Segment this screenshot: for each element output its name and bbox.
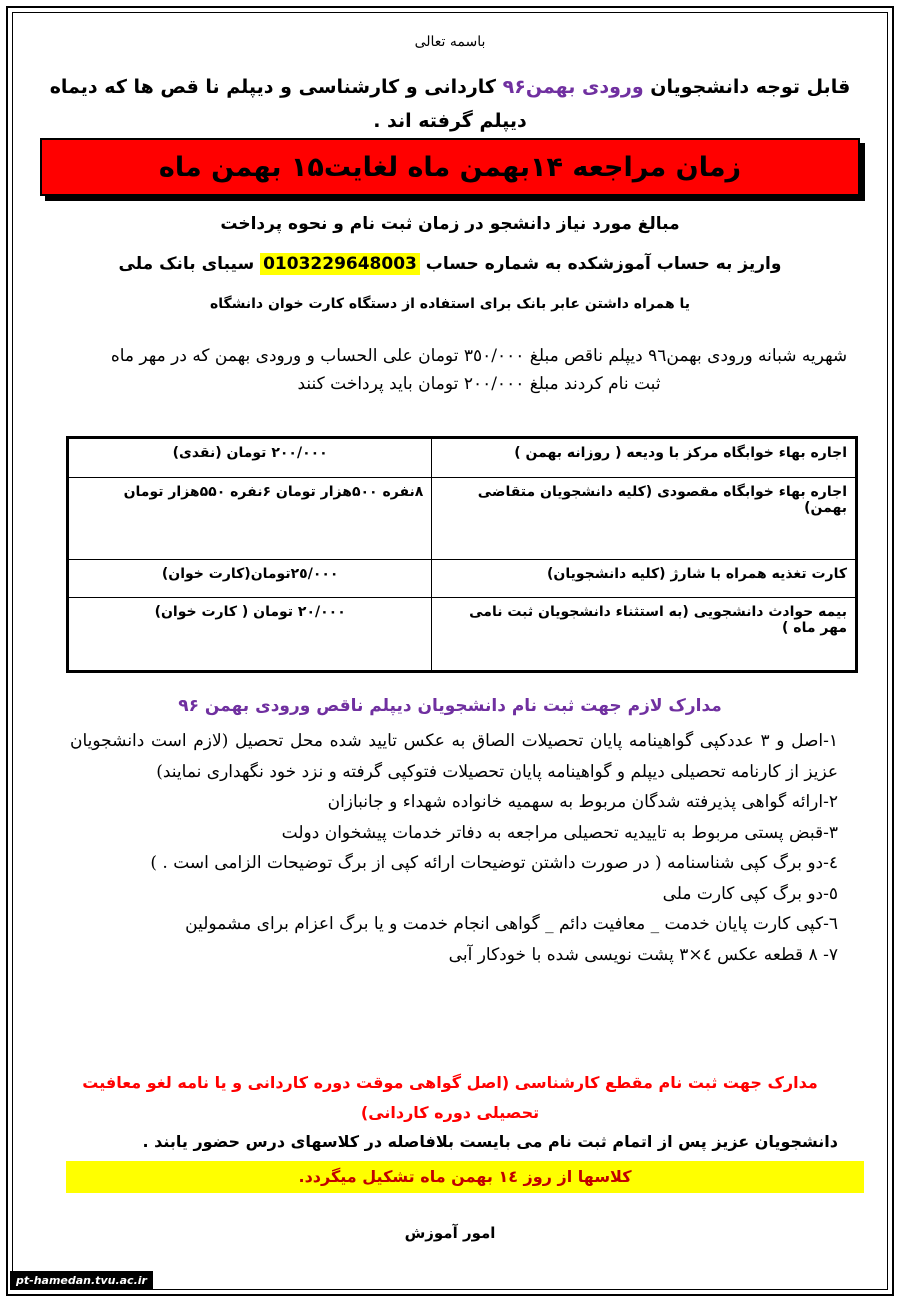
payment-account-line xyxy=(8,254,892,274)
table-row xyxy=(68,560,857,598)
payment-card-note: یا همراه داشتن عابر بانک برای استفاده از دستگاه کارت خوان دانشگاه xyxy=(209,296,691,312)
list-item: ٦-کپی کارت پایان خدمت _ معافیت دائم _ گواهی انجام خدمت و یا برگ اعزام برای مشمولین xyxy=(185,914,838,934)
account-prefix: واریز به حساب آموزشکده به شماره حساب xyxy=(419,254,782,274)
classes-note: کلاسها از روز ١٤ بهمن ماه تشکیل میگردد. xyxy=(66,1161,864,1193)
list-item: ٢-ارائه گواهی پذیرفته شدگان مربوط به سهمیه خانواده شهداء و جانبازان xyxy=(327,792,838,812)
notice-heading xyxy=(48,70,852,138)
site-watermark: pt-hamedan.tvu.ac.ir xyxy=(10,1271,153,1290)
signature: امور آموزش xyxy=(404,1224,496,1242)
fee-value: ٢٠٠/٠٠٠ تومان (نقدی) xyxy=(68,438,432,478)
requirements-title: مدارک لازم جهت ثبت نام دانشجویان دیپلم ناقص ورودی بهمن ۹۶ xyxy=(178,696,722,716)
requirements-list xyxy=(70,726,838,970)
bismillah-text: باسمه تعالی xyxy=(414,34,486,50)
bachelor-note: مدارک جهت ثبت نام مقطع کارشناسی (اصل گواهی موقت دوره کاردانی و یا نامه لغو معافیت تحصیلی دوره کاردانی) xyxy=(82,1073,818,1122)
list-item: ٤-دو برگ کپی شناسنامه ( در صورت داشتن توضیحات ارائه کپی از برگ توضیحات الزامی است . ) xyxy=(150,853,838,873)
list-item: ٣-قبض پستی مربوط به تاییدیه تحصیلی مراجعه به دفاتر خدمات پیشخوان دولت xyxy=(281,822,838,843)
heading-part-1: قابل توجه دانشجویان xyxy=(643,76,851,98)
table-row xyxy=(68,598,857,672)
fee-label: کارت تغذیه همراه با شارژ (کلیه دانشجویان) xyxy=(432,560,857,598)
list-item: ١-اصل و ٣ عددکپی گواهینامه پایان تحصیلات الصاق به عکس تایید شده محل تحصیل (لازم است دانشجویان عزیز از کارنامه تحصیلی دیپلم و گواهینامه پایان تحصیلات فتوکپی گرفته و نزد خود نگهداری نمایند) xyxy=(70,731,839,782)
payment-title: مبالغ مورد نیاز دانشجو در زمان ثبت نام و نحوه پرداخت xyxy=(220,214,680,234)
heading-intake: ورودی بهمن۹۶ xyxy=(502,76,644,98)
fee-value: ٢٠/٠٠٠ تومان ( کارت خوان) xyxy=(68,598,432,672)
table-row xyxy=(68,438,857,478)
account-suffix: سیبای بانک ملی xyxy=(118,254,261,274)
list-item: ٧- ٨ قطعه عکس ٤×٣ پشت نویسی شده با خودکار آبی xyxy=(448,944,838,965)
fee-label: اجاره بهاء خوابگاه مقصودی (کلیه دانشجویان متقاضی بهمن) xyxy=(432,478,857,560)
announcement-page xyxy=(6,6,894,1296)
account-number: 0103229648003 xyxy=(260,253,420,275)
heading-part-3: کاردانی و کارشناسی و دیپلم نا قص ها که دیماه دیپلم گرفته اند . xyxy=(49,76,527,132)
list-item: ٥-دو برگ کپی کارت ملی xyxy=(662,883,838,904)
fee-value: ٢٥/٠٠٠تومان(کارت خوان) xyxy=(68,560,432,598)
fee-label: بیمه حوادث دانشجویی (به استثناء دانشجویان ثبت نامی مهر ماه ) xyxy=(432,598,857,672)
fees-table xyxy=(66,436,858,673)
fee-value: ۸نفره ۵۰۰هزار تومان ۶نفره ۵۵۰هزار تومان xyxy=(68,478,432,560)
fee-label: اجاره بهاء خوابگاه مرکز با ودیعه ( روزانه بهمن ) xyxy=(432,438,857,478)
date-banner: زمان مراجعه ۱۴بهمن ماه لغایت۱۵ بهمن ماه xyxy=(40,138,860,196)
attendance-note: دانشجویان عزیز پس از اتمام ثبت نام می بایست بلافاصله در کلاسهای درس حضور یابند . xyxy=(142,1132,838,1151)
table-row xyxy=(68,478,857,560)
tuition-text: شهریه شبانه ورودی بهمن۹٦ دیپلم ناقص مبلغ ٣٥٠/٠٠٠ تومان علی الحساب و ورودی بهمن که در مهر ماه ثبت نام کردند مبلغ ٢٠٠/٠٠٠ تومان باید پرداخت کنند xyxy=(110,346,848,394)
